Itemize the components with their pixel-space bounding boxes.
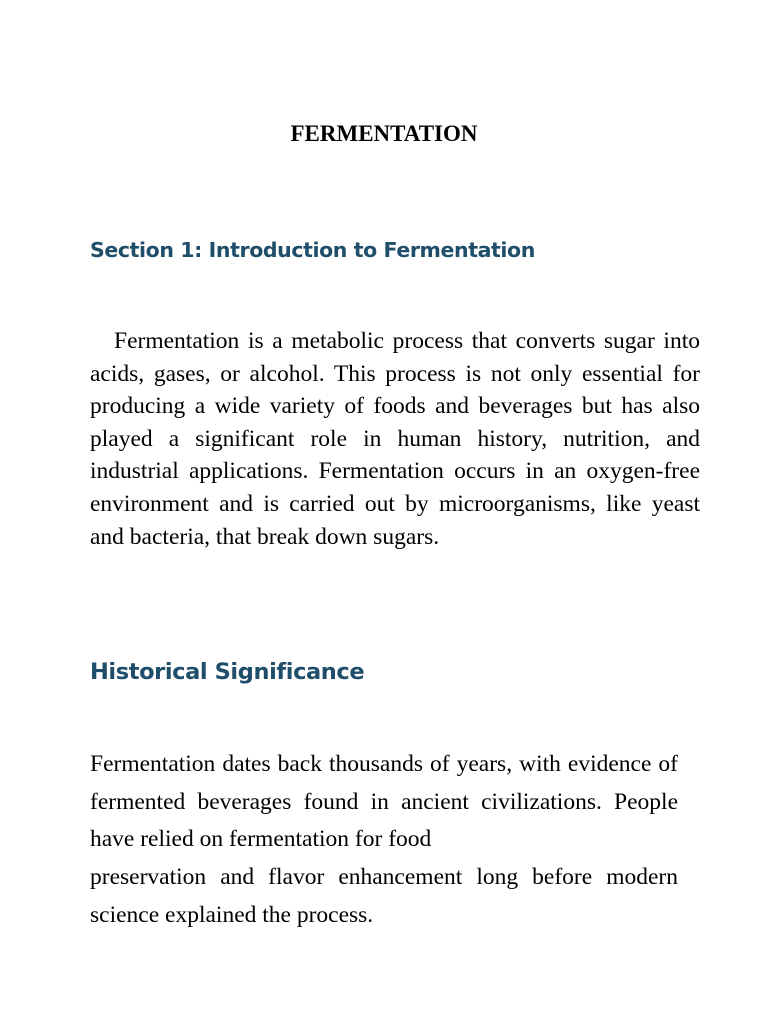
historical-significance-paragraph bbox=[90, 746, 678, 935]
section-1-paragraph: Fermentation is a metabolic process that converts sugar into acids, gases, or alcohol. This process is not only essential for producing a wide variety of foods and beverages but has also played a significant role in human history, nutrition, and industrial applications. Fermentation occurs in an oxygen-free environment and is carried out by microorganisms, like yeast and bacteria, that break down sugars. bbox=[90, 328, 700, 550]
historical-significance-heading: Historical Significance bbox=[90, 659, 365, 685]
document-title: FERMENTATION bbox=[290, 121, 478, 146]
historical-paragraph-part-2: preservation and flavor enhancement long before modern science explained the process. bbox=[90, 864, 678, 928]
historical-paragraph-part-1: Fermentation dates back thousands of years, with evidence of fermented beverages found in ancient civilizations. People have relied on fermentation for food bbox=[90, 751, 678, 853]
section-1-heading: Section 1: Introduction to Fermentation bbox=[90, 238, 535, 262]
